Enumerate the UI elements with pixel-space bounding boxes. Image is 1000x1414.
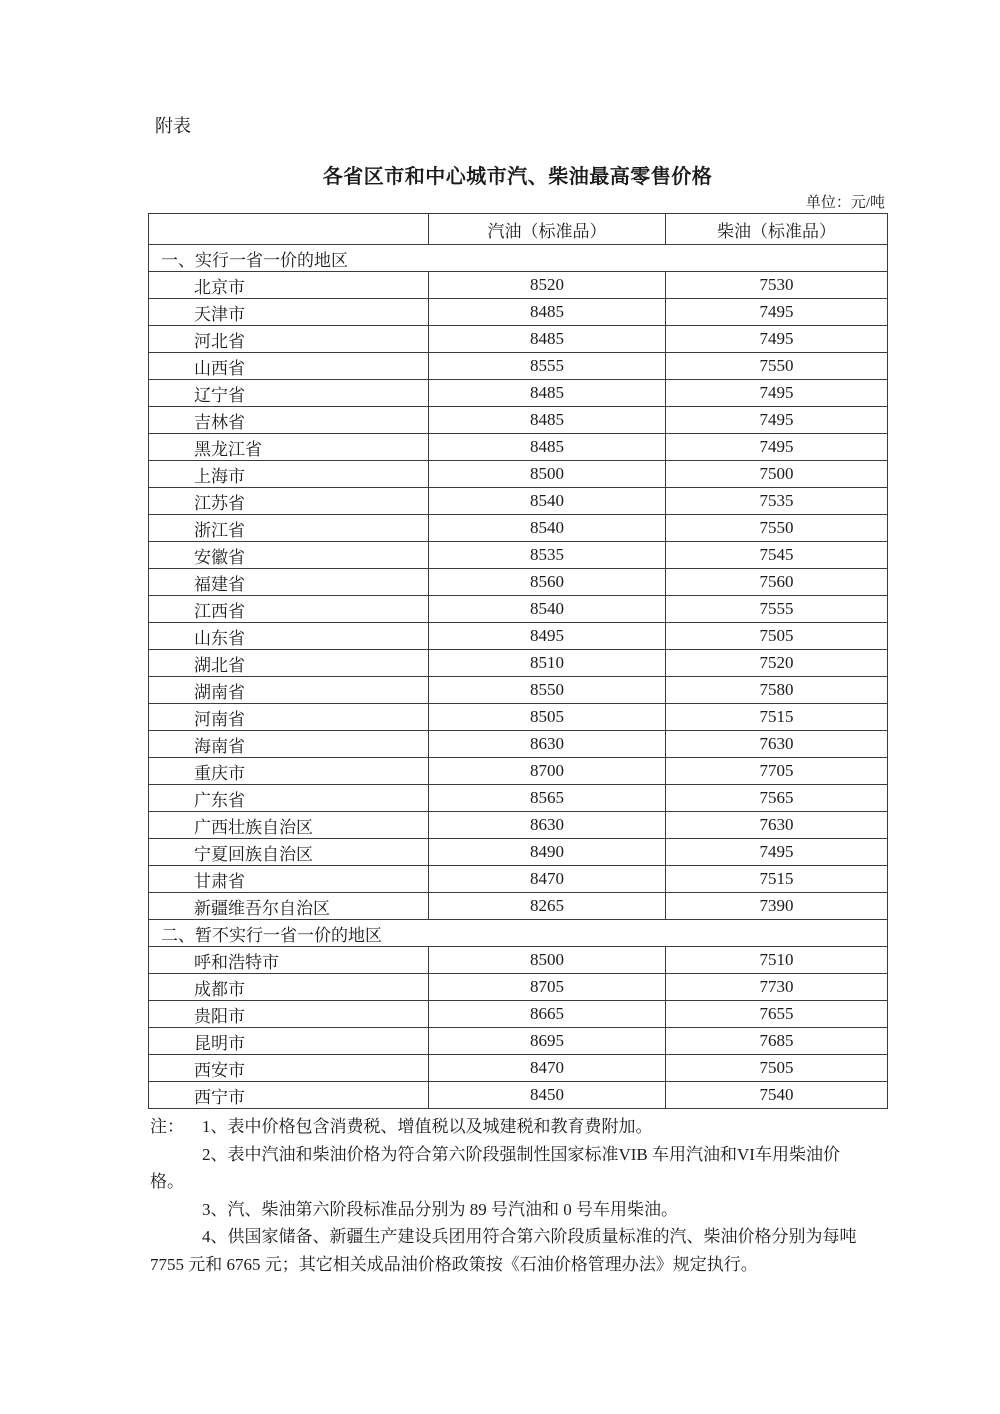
gasoline-price-cell: 8630 bbox=[429, 731, 666, 758]
table-row bbox=[149, 623, 888, 650]
table-row bbox=[149, 461, 888, 488]
region-cell: 浙江省 bbox=[149, 515, 429, 542]
diesel-price-cell: 7495 bbox=[666, 407, 888, 434]
diesel-price-cell: 7550 bbox=[666, 515, 888, 542]
gasoline-price-cell: 8470 bbox=[429, 866, 666, 893]
region-cell: 上海市 bbox=[149, 461, 429, 488]
gasoline-price-cell: 8485 bbox=[429, 407, 666, 434]
gasoline-price-cell: 8485 bbox=[429, 434, 666, 461]
gasoline-price-cell: 8550 bbox=[429, 677, 666, 704]
diesel-price-cell: 7515 bbox=[666, 704, 888, 731]
region-cell: 湖北省 bbox=[149, 650, 429, 677]
table-row bbox=[149, 380, 888, 407]
gasoline-price-cell: 8470 bbox=[429, 1055, 666, 1082]
table-row bbox=[149, 488, 888, 515]
gasoline-price-cell: 8560 bbox=[429, 569, 666, 596]
col-header-diesel: 柴油（标准品） bbox=[666, 214, 888, 245]
notes-block bbox=[150, 1113, 860, 1278]
gasoline-price-cell: 8500 bbox=[429, 461, 666, 488]
diesel-price-cell: 7505 bbox=[666, 623, 888, 650]
table-row bbox=[149, 758, 888, 785]
note-item: 注： 1、表中价格包含消费税、增值税以及城建税和教育费附加。 bbox=[150, 1113, 860, 1141]
diesel-price-cell: 7520 bbox=[666, 650, 888, 677]
region-cell: 天津市 bbox=[149, 299, 429, 326]
diesel-price-cell: 7495 bbox=[666, 839, 888, 866]
col-header-gasoline: 汽油（标准品） bbox=[429, 214, 666, 245]
unit-label: 单位：元/吨 bbox=[805, 195, 885, 211]
diesel-price-cell: 7705 bbox=[666, 758, 888, 785]
table-row bbox=[149, 1001, 888, 1028]
diesel-price-cell: 7390 bbox=[666, 893, 888, 920]
note-item: 3、汽、柴油第六阶段标准品分别为 89 号汽油和 0 号车用柴油。 bbox=[202, 1199, 678, 1219]
region-cell: 河南省 bbox=[149, 704, 429, 731]
gasoline-price-cell: 8505 bbox=[429, 704, 666, 731]
table-row bbox=[149, 1028, 888, 1055]
section-heading-row bbox=[149, 920, 888, 947]
gasoline-price-cell: 8695 bbox=[429, 1028, 666, 1055]
diesel-price-cell: 7530 bbox=[666, 272, 888, 299]
region-cell: 甘肃省 bbox=[149, 866, 429, 893]
table-row bbox=[149, 272, 888, 299]
region-cell: 吉林省 bbox=[149, 407, 429, 434]
table-row bbox=[149, 785, 888, 812]
region-cell: 江西省 bbox=[149, 596, 429, 623]
diesel-price-cell: 7495 bbox=[666, 434, 888, 461]
region-cell: 西宁市 bbox=[149, 1082, 429, 1109]
region-cell: 山东省 bbox=[149, 623, 429, 650]
table-row bbox=[149, 434, 888, 461]
price-table bbox=[148, 213, 888, 1109]
gasoline-price-cell: 8565 bbox=[429, 785, 666, 812]
table-row bbox=[149, 731, 888, 758]
diesel-price-cell: 7495 bbox=[666, 299, 888, 326]
diesel-price-cell: 7565 bbox=[666, 785, 888, 812]
notes-label: 注： bbox=[150, 1117, 184, 1136]
gasoline-price-cell: 8540 bbox=[429, 488, 666, 515]
region-cell: 呼和浩特市 bbox=[149, 947, 429, 974]
region-cell: 贵阳市 bbox=[149, 1001, 429, 1028]
table-row bbox=[149, 542, 888, 569]
gasoline-price-cell: 8450 bbox=[429, 1082, 666, 1109]
region-cell: 河北省 bbox=[149, 326, 429, 353]
section-heading: 一、实行一省一价的地区 bbox=[149, 245, 888, 272]
diesel-price-cell: 7655 bbox=[666, 1001, 888, 1028]
gasoline-price-cell: 8540 bbox=[429, 596, 666, 623]
price-table-header bbox=[149, 214, 888, 245]
diesel-price-cell: 7495 bbox=[666, 380, 888, 407]
table-row bbox=[149, 974, 888, 1001]
gasoline-price-cell: 8630 bbox=[429, 812, 666, 839]
diesel-price-cell: 7500 bbox=[666, 461, 888, 488]
table-row bbox=[149, 839, 888, 866]
region-cell: 黑龙江省 bbox=[149, 434, 429, 461]
diesel-price-cell: 7495 bbox=[666, 326, 888, 353]
region-cell: 广西壮族自治区 bbox=[149, 812, 429, 839]
diesel-price-cell: 7540 bbox=[666, 1082, 888, 1109]
diesel-price-cell: 7515 bbox=[666, 866, 888, 893]
gasoline-price-cell: 8485 bbox=[429, 380, 666, 407]
gasoline-price-cell: 8520 bbox=[429, 272, 666, 299]
table-row bbox=[149, 866, 888, 893]
region-cell: 海南省 bbox=[149, 731, 429, 758]
diesel-price-cell: 7545 bbox=[666, 542, 888, 569]
gasoline-price-cell: 8540 bbox=[429, 515, 666, 542]
note-item: 2、表中汽油和柴油价格为符合第六阶段强制性国家标准VIB 车用汽油和VI车用柴油价格。 bbox=[150, 1144, 840, 1191]
gasoline-price-cell: 8495 bbox=[429, 623, 666, 650]
diesel-price-cell: 7685 bbox=[666, 1028, 888, 1055]
diesel-price-cell: 7505 bbox=[666, 1055, 888, 1082]
table-row bbox=[149, 569, 888, 596]
gasoline-price-cell: 8510 bbox=[429, 650, 666, 677]
table-row bbox=[149, 1082, 888, 1109]
gasoline-price-cell: 8535 bbox=[429, 542, 666, 569]
diesel-price-cell: 7555 bbox=[666, 596, 888, 623]
region-cell: 重庆市 bbox=[149, 758, 429, 785]
gasoline-price-cell: 8555 bbox=[429, 353, 666, 380]
gasoline-price-cell: 8485 bbox=[429, 299, 666, 326]
table-row bbox=[149, 596, 888, 623]
region-cell: 山西省 bbox=[149, 353, 429, 380]
region-cell: 北京市 bbox=[149, 272, 429, 299]
region-cell: 宁夏回族自治区 bbox=[149, 839, 429, 866]
price-table-body bbox=[149, 245, 888, 1109]
region-cell: 成都市 bbox=[149, 974, 429, 1001]
table-row bbox=[149, 299, 888, 326]
region-cell: 西安市 bbox=[149, 1055, 429, 1082]
gasoline-price-cell: 8665 bbox=[429, 1001, 666, 1028]
table-row bbox=[149, 407, 888, 434]
region-cell: 湖南省 bbox=[149, 677, 429, 704]
diesel-price-cell: 7730 bbox=[666, 974, 888, 1001]
gasoline-price-cell: 8485 bbox=[429, 326, 666, 353]
table-row bbox=[149, 1055, 888, 1082]
table-row bbox=[149, 326, 888, 353]
region-cell: 福建省 bbox=[149, 569, 429, 596]
diesel-price-cell: 7630 bbox=[666, 731, 888, 758]
gasoline-price-cell: 8700 bbox=[429, 758, 666, 785]
section-heading-row bbox=[149, 245, 888, 272]
gasoline-price-cell: 8705 bbox=[429, 974, 666, 1001]
gasoline-price-cell: 8490 bbox=[429, 839, 666, 866]
table-row bbox=[149, 677, 888, 704]
table-row bbox=[149, 353, 888, 380]
diesel-price-cell: 7535 bbox=[666, 488, 888, 515]
diesel-price-cell: 7630 bbox=[666, 812, 888, 839]
table-row bbox=[149, 515, 888, 542]
appendix-label: 附表 bbox=[155, 116, 191, 136]
header-row bbox=[149, 214, 888, 245]
diesel-price-cell: 7550 bbox=[666, 353, 888, 380]
diesel-price-cell: 7560 bbox=[666, 569, 888, 596]
table-row bbox=[149, 812, 888, 839]
diesel-price-cell: 7580 bbox=[666, 677, 888, 704]
gasoline-price-cell: 8500 bbox=[429, 947, 666, 974]
region-cell: 昆明市 bbox=[149, 1028, 429, 1055]
table-row bbox=[149, 704, 888, 731]
region-cell: 广东省 bbox=[149, 785, 429, 812]
region-cell: 辽宁省 bbox=[149, 380, 429, 407]
col-header-region bbox=[149, 214, 429, 245]
section-heading: 二、暂不实行一省一价的地区 bbox=[149, 920, 888, 947]
table-row bbox=[149, 947, 888, 974]
table-row bbox=[149, 650, 888, 677]
region-cell: 江苏省 bbox=[149, 488, 429, 515]
note-item: 4、供国家储备、新疆生产建设兵团用符合第六阶段质量标准的汽、柴油价格分别为每吨 7755 元和 6765 元；其它相关成品油价格政策按《石油价格管理办法》规定执行。 bbox=[150, 1227, 857, 1274]
diesel-price-cell: 7510 bbox=[666, 947, 888, 974]
gasoline-price-cell: 8265 bbox=[429, 893, 666, 920]
region-cell: 安徽省 bbox=[149, 542, 429, 569]
table-row bbox=[149, 893, 888, 920]
region-cell: 新疆维吾尔自治区 bbox=[149, 893, 429, 920]
page-title: 各省区市和中心城市汽、柴油最高零售价格 bbox=[322, 166, 713, 188]
